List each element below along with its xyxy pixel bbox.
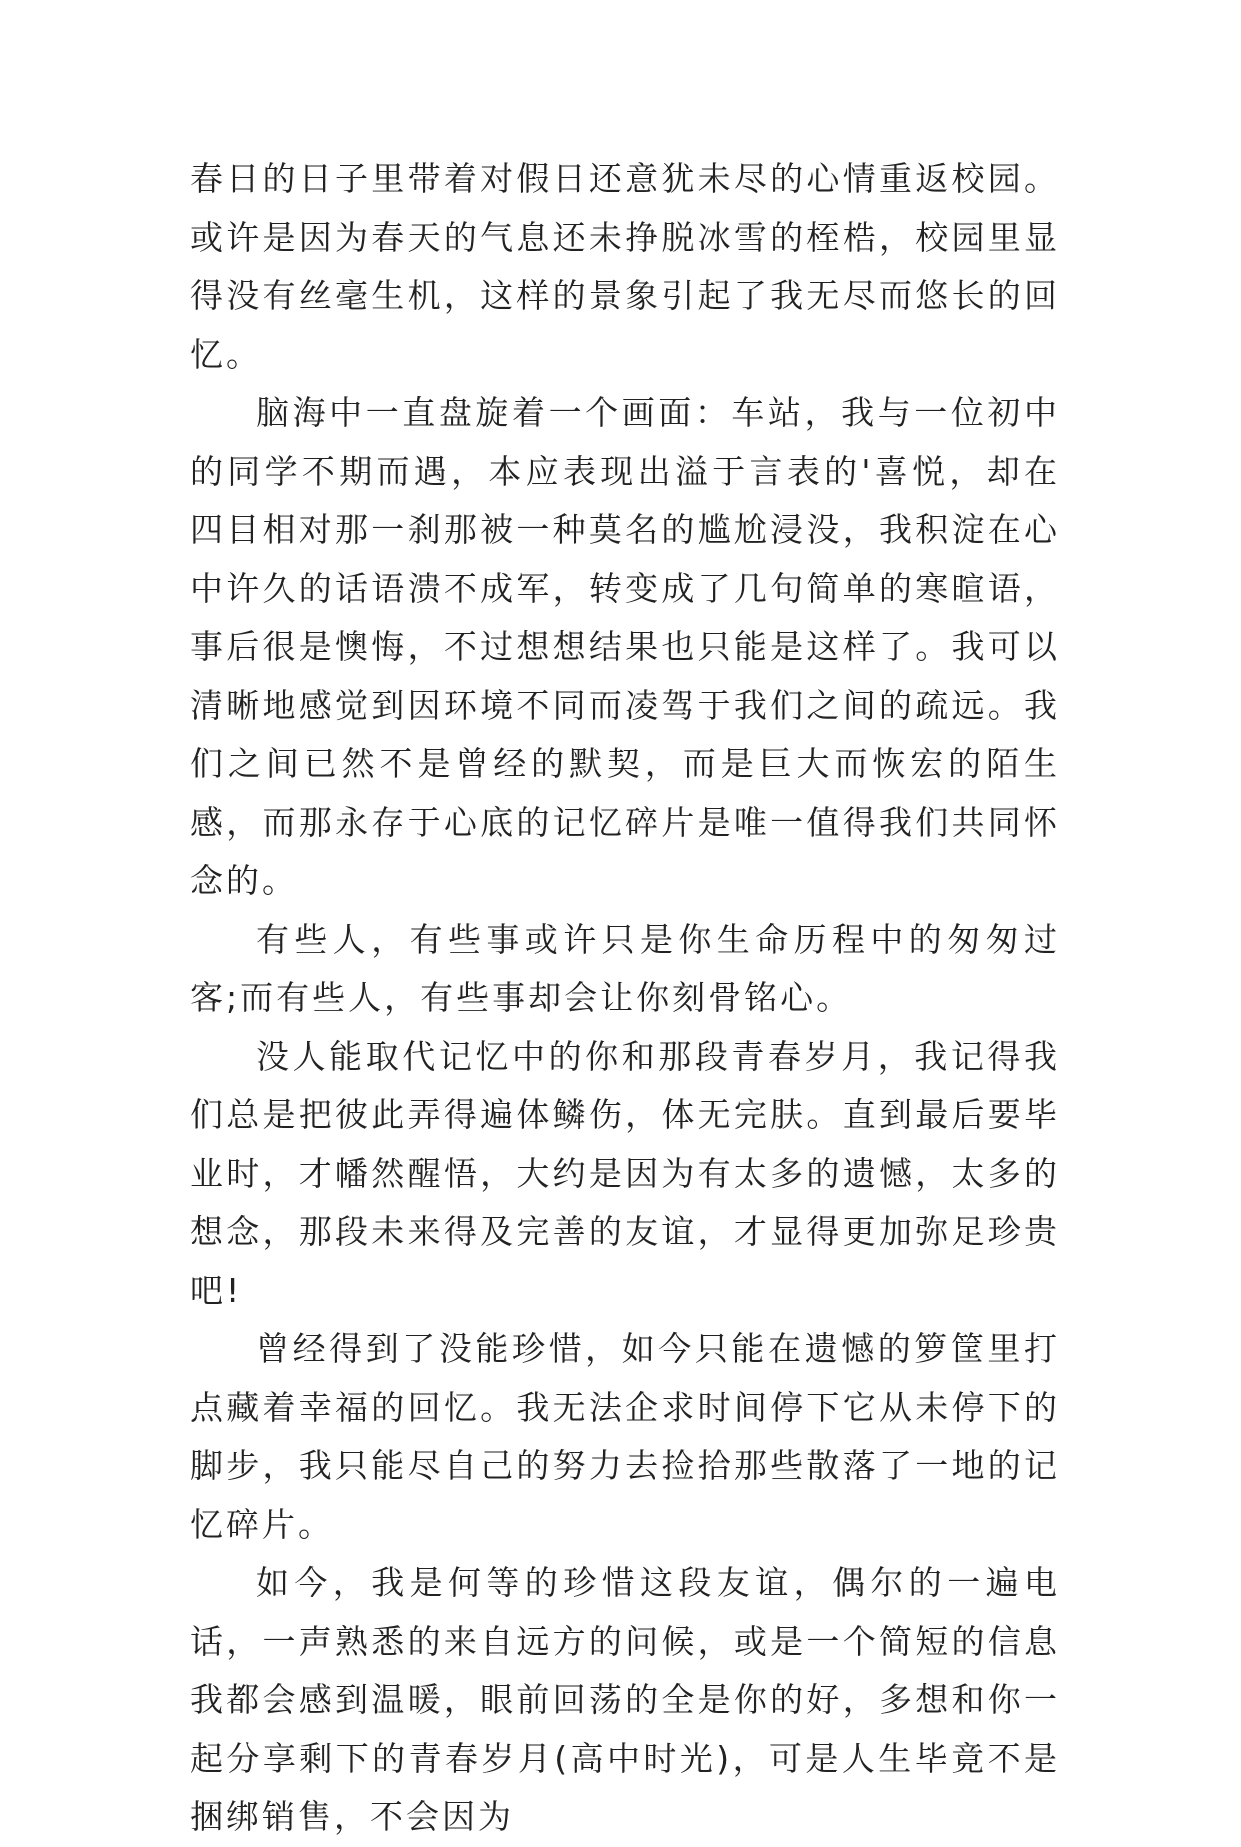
paragraph-4: 没人能取代记忆中的你和那段青春岁月，我记得我们总是把彼此弄得遍体鳞伤，体无完肤。直到最后要毕业时，才幡然醒悟，大约是因为有太多的遗憾，太多的想念，那段未来得及完善的友谊，才显得更加弥足珍贵吧!	[190, 1036, 1060, 1310]
document-body	[190, 150, 1060, 1847]
paragraph-2: 脑海中一直盘旋着一个画面：车站，我与一位初中的同学不期而遇，本应表现出溢于言表的'喜悦，却在四目相对那一刹那被一种莫名的尴尬浸没，我积淀在心中许久的话语溃不成军，转变成了几句简单的寒暄语，事后很是懊悔，不过想想结果也只能是这样了。我可以清晰地感觉到因环境不同而凌驾于我们之间的疏远。我们之间已然不是曾经的默契，而是巨大而恢宏的陌生感，而那永存于心底的记忆碎片是唯一值得我们共同怀念的。	[190, 393, 1060, 900]
paragraph-5: 曾经得到了没能珍惜，如今只能在遗憾的箩筐里打点藏着幸福的回忆。我无法企求时间停下它从未停下的脚步，我只能尽自己的努力去捡拾那些散落了一地的记忆碎片。	[190, 1329, 1060, 1544]
paragraph-6: 如今，我是何等的珍惜这段友谊，偶尔的一遍电话，一声熟悉的来自远方的问候，或是一个简短的信息我都会感到温暖，眼前回荡的全是你的好，多想和你一起分享剩下的青春岁月(高中时光)，可是人生毕竟不是捆绑销售，不会因为	[190, 1563, 1060, 1836]
paragraph-1: 春日的日子里带着对假日还意犹未尽的心情重返校园。或许是因为春天的气息还未挣脱冰雪的桎梏，校园里显得没有丝毫生机，这样的景象引起了我无尽而悠长的回忆。	[190, 159, 1060, 374]
paragraph-3: 有些人，有些事或许只是你生命历程中的匆匆过客;而有些人，有些事却会让你刻骨铭心。	[190, 919, 1060, 1017]
